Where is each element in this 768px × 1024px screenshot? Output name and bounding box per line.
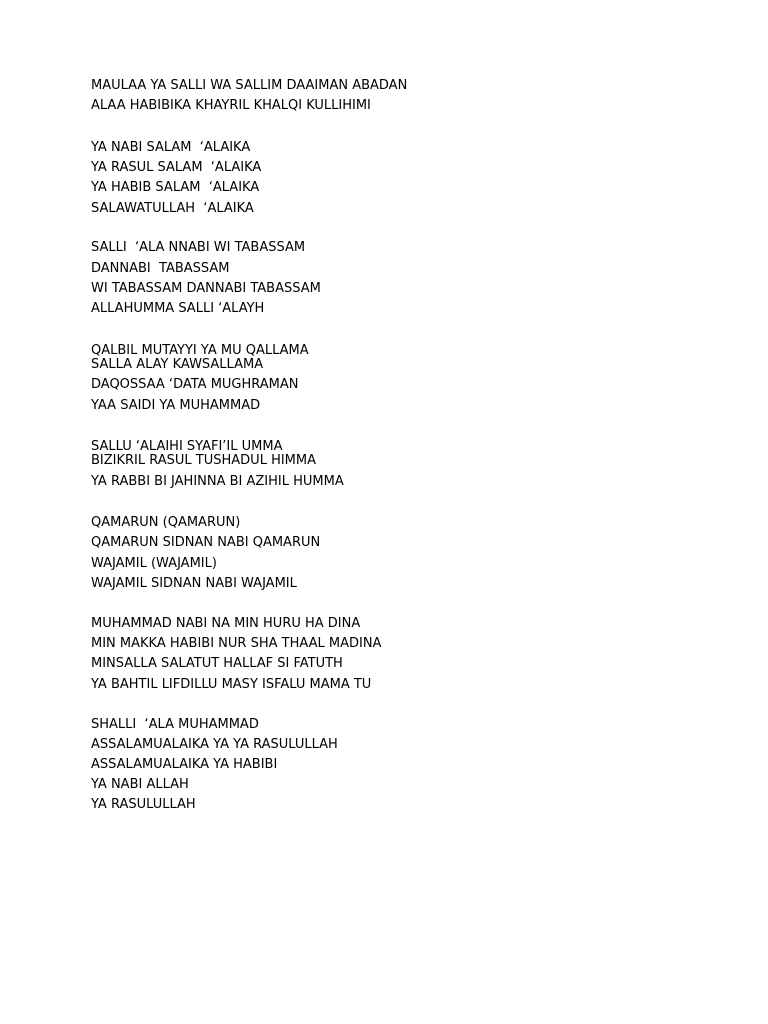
lyric-line: SALAWATULLAH ‘ALAIKA (91, 201, 254, 216)
lyric-line: SALLU ‘ALAIHI SYAFI’IL UMMA (91, 439, 283, 454)
lyric-line: SALLA ALAY KAWSALLAMA (91, 357, 264, 372)
lyric-line: YA NABI ALLAH (91, 777, 189, 792)
lyric-line: WAJAMIL SIDNAN NABI WAJAMIL (91, 576, 297, 591)
lyric-line: DAQOSSAA ‘DATA MUGHRAMAN (91, 377, 299, 392)
lyric-line: YAA SAIDI YA MUHAMMAD (91, 398, 261, 413)
lyric-line: YA RASULULLAH (91, 797, 196, 812)
lyric-line: MUHAMMAD NABI NA MIN HURU HA DINA (91, 616, 361, 631)
lyric-line: DANNABI TABASSAM (91, 261, 230, 276)
lyric-line: MINSALLA SALATUT HALLAF SI FATUTH (91, 656, 343, 671)
lyric-line: MAULAA YA SALLI WA SALLIM DAAIMAN ABADAN (91, 78, 408, 93)
lyric-line: YA HABIB SALAM ‘ALAIKA (91, 180, 260, 195)
lyric-line: YA RABBI BI JAHINNA BI AZIHIL HUMMA (91, 474, 344, 489)
lyric-line: QAMARUN (QAMARUN) (91, 515, 241, 530)
lyric-line: YA NABI SALAM ‘ALAIKA (91, 140, 251, 155)
lyric-line: WI TABASSAM DANNABI TABASSAM (91, 281, 321, 296)
lyric-line: ASSALAMUALAIKA YA HABIBI (91, 757, 278, 772)
lyric-line: SHALLI ‘ALA MUHAMMAD (91, 717, 259, 732)
lyric-line: QAMARUN SIDNAN NABI QAMARUN (91, 535, 321, 550)
lyric-line: ALLAHUMMA SALLI ‘ALAYH (91, 301, 265, 316)
lyric-line: WAJAMIL (WAJAMIL) (91, 556, 217, 571)
lyric-line: ALAA HABIBIKA KHAYRIL KHALQI KULLIHIMI (91, 98, 371, 113)
lyric-line: YA BAHTIL LIFDILLU MASY ISFALU MAMA TU (91, 677, 372, 692)
lyric-line: MIN MAKKA HABIBI NUR SHA THAAL MADINA (91, 636, 382, 651)
lyric-line: QALBIL MUTAYYI YA MU QALLAMA (91, 343, 309, 358)
lyric-line: ASSALAMUALAIKA YA YA RASULULLAH (91, 737, 338, 752)
lyric-line: SALLI ‘ALA NNABI WI TABASSAM (91, 240, 306, 255)
lyric-line: YA RASUL SALAM ‘ALAIKA (91, 160, 262, 175)
lyric-line: BIZIKRIL RASUL TUSHADUL HIMMA (91, 453, 317, 468)
